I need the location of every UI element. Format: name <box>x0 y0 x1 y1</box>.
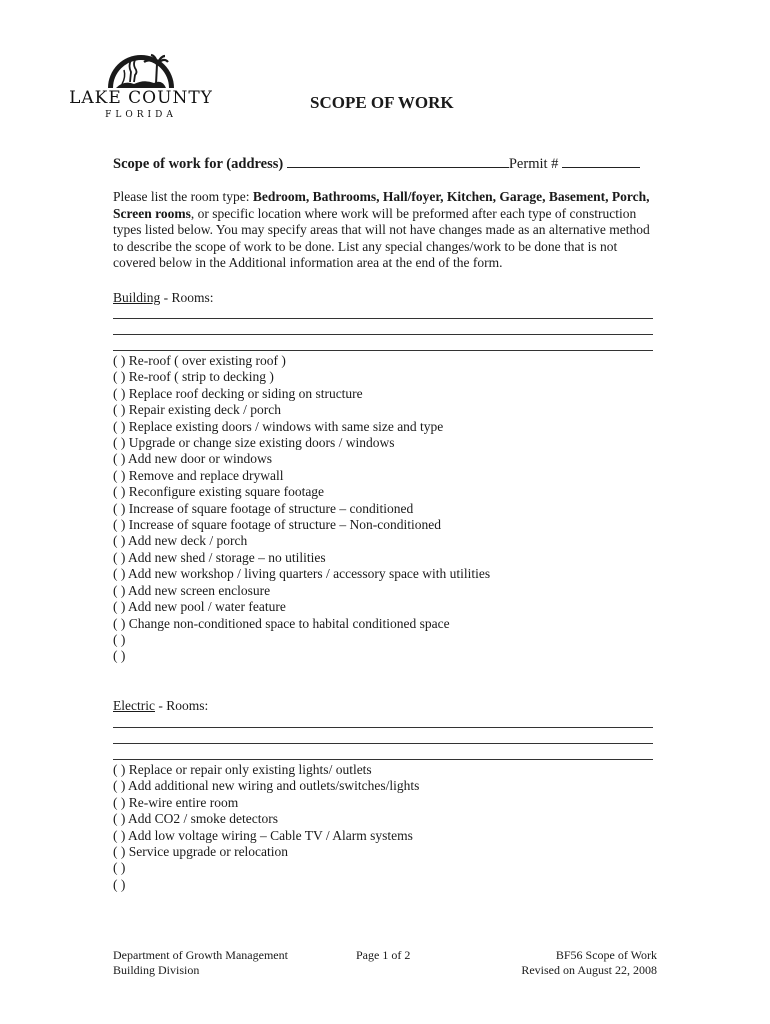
instructions-paragraph <box>113 189 658 272</box>
footer-division: Building Division <box>113 963 200 977</box>
electric-rooms-line-3 <box>113 759 653 760</box>
instructions-room-types: Bedroom, Bathrooms, Hall/foyer, Kitchen, Garage, Basement, Porch, Screen rooms <box>113 189 650 221</box>
instructions-rest: , or specific location where work will be preformed after each type of construction types listed below. You may specify areas that will not have changes made as an alternative method to describe the scope of work to be done. List any special changes/work to be done that is not covered below in the Additional information area at the end of the form. <box>113 205 650 270</box>
checklist-item[interactable]: ( ) Add new pool / water feature <box>113 599 286 615</box>
electric-checklist <box>113 762 419 893</box>
footer-right <box>521 948 657 978</box>
electric-heading <box>113 698 208 714</box>
building-heading-title: Building <box>113 290 161 305</box>
footer-form-id: BF56 Scope of Work <box>555 948 657 962</box>
checklist-item[interactable]: ( ) Re-roof ( over existing roof ) <box>113 353 286 368</box>
checklist-item[interactable]: ( ) Re-wire entire room <box>113 794 239 810</box>
checklist-item[interactable]: ( ) Upgrade or change size existing doors / windows <box>113 435 395 451</box>
permit-blank <box>562 155 640 168</box>
checklist-item[interactable]: ( ) Service upgrade or relocation <box>113 844 289 860</box>
county-name: LAKE COUNTY <box>69 88 213 108</box>
county-seal-icon <box>104 44 178 90</box>
checklist-item[interactable]: ( ) Add new shed / storage – no utilities <box>113 549 326 565</box>
checklist-item[interactable]: ( ) Add new screen enclosure <box>113 582 271 598</box>
checklist-item[interactable]: ( ) Repair existing deck / porch <box>113 402 281 418</box>
footer-revised: Revised on August 22, 2008 <box>521 963 657 977</box>
building-rooms-label: - Rooms: <box>160 290 214 305</box>
checklist-item[interactable]: ( ) Add CO2 / smoke detectors <box>113 811 278 827</box>
checklist-item[interactable]: ( ) Add new workshop / living quarters / accessory space with utilities <box>113 566 491 582</box>
building-rooms-line-3 <box>113 350 653 351</box>
checklist-item[interactable]: ( ) Add new deck / porch <box>113 533 248 549</box>
permit-label: Permit # <box>508 156 559 172</box>
checklist-item[interactable]: ( ) Replace existing doors / windows with same size and type <box>113 418 444 434</box>
checklist-item[interactable]: ( ) Add low voltage wiring – Cable TV / Alarm systems <box>113 827 413 843</box>
address-label: Scope of work for (address) <box>113 156 284 172</box>
building-checklist <box>113 353 490 665</box>
county-logo <box>66 44 216 126</box>
checklist-item[interactable]: ( ) <box>113 860 126 876</box>
checklist-item[interactable]: ( ) Replace roof decking or siding on structure <box>113 385 363 401</box>
checklist-item[interactable]: ( ) Add additional new wiring and outlets/switches/lights <box>113 778 420 794</box>
building-heading <box>113 290 214 306</box>
instructions-intro: Please list the room type: <box>113 189 253 204</box>
electric-rooms-line-1 <box>113 727 653 728</box>
checklist-item[interactable]: ( ) Increase of square footage of structure – Non-conditioned <box>113 517 441 533</box>
checklist-item[interactable]: ( ) Increase of square footage of structure – conditioned <box>113 500 414 516</box>
electric-rooms-line-2 <box>113 743 653 744</box>
checklist-item[interactable]: ( ) <box>113 631 126 647</box>
address-blank <box>287 155 509 168</box>
page-title: SCOPE OF WORK <box>310 93 454 112</box>
state-name: FLORIDA <box>105 110 177 120</box>
checklist-item[interactable]: ( ) <box>113 876 126 892</box>
checklist-item[interactable]: ( ) Reconfigure existing square footage <box>113 484 325 500</box>
address-line <box>113 155 640 173</box>
footer-department: Department of Growth Management <box>113 948 288 962</box>
checklist-item[interactable]: ( ) <box>113 648 126 664</box>
checklist-item[interactable]: ( ) Remove and replace drywall <box>113 467 284 483</box>
electric-rooms-label: - Rooms: <box>154 698 209 713</box>
footer-left <box>113 948 288 978</box>
page-number: Page 1 of 2 <box>356 948 411 962</box>
building-rooms-line-1 <box>113 318 653 319</box>
checklist-item[interactable]: ( ) Re-roof ( strip to decking ) <box>113 369 274 385</box>
checklist-item[interactable]: ( ) Replace or repair only existing lights/ outlets <box>113 762 372 777</box>
building-rooms-line-2 <box>113 334 653 335</box>
checklist-item[interactable]: ( ) Change non-conditioned space to habital conditioned space <box>113 615 450 631</box>
electric-heading-title: Electric <box>113 698 155 713</box>
checklist-item[interactable]: ( ) Add new door or windows <box>113 451 272 467</box>
